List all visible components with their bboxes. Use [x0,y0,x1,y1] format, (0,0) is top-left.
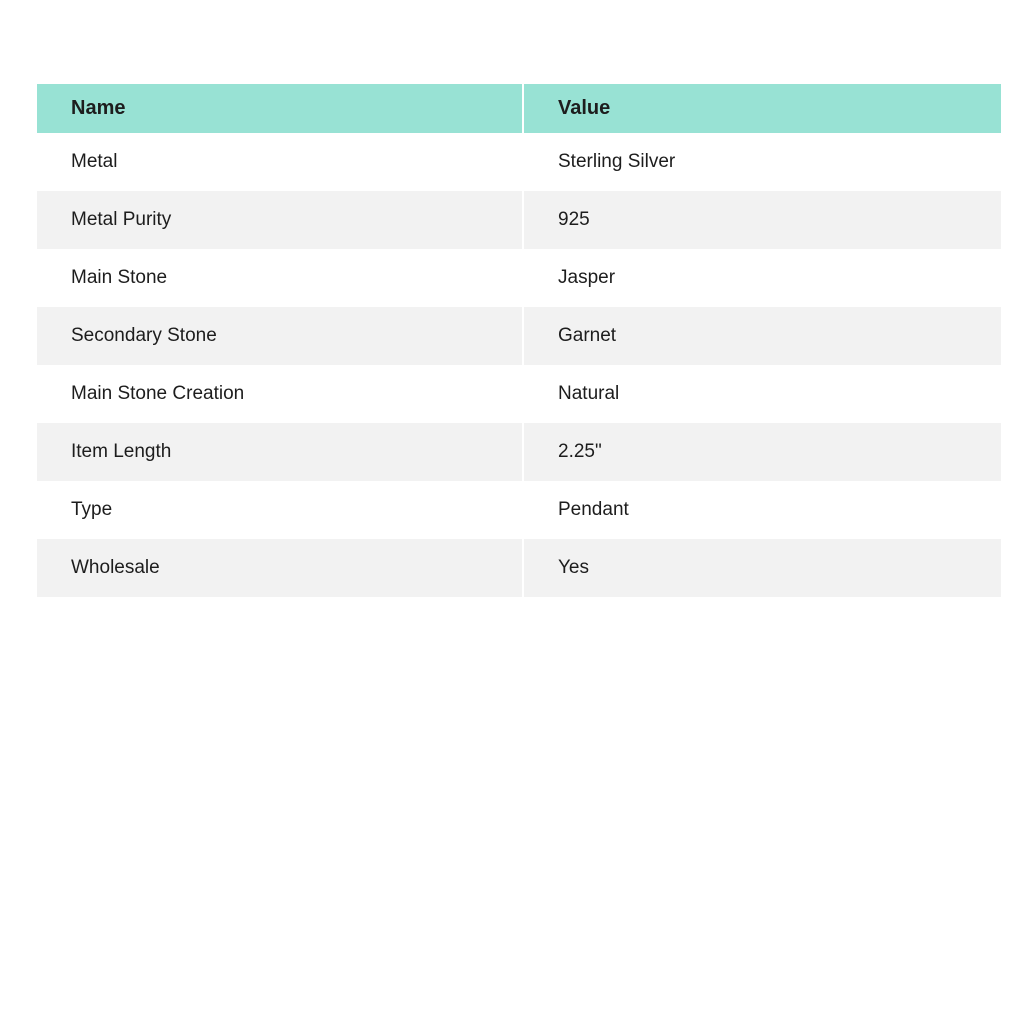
table-row [37,365,1001,423]
column-header-name: Name [37,84,523,133]
value-cell: Garnet [523,307,1001,365]
table-row [37,249,1001,307]
name-cell: Wholesale [37,539,523,597]
value-cell: Natural [523,365,1001,423]
spec-table [37,84,1001,597]
value-cell: Jasper [523,249,1001,307]
table-body [37,133,1001,597]
name-cell: Metal [71,151,118,172]
name-cell: Secondary Stone [37,307,523,365]
table-row [37,481,1001,539]
table-row [37,133,1001,191]
name-cell: Type [71,499,113,520]
value-cell: Yes [523,539,1001,597]
value-cell: Sterling Silver [523,133,1001,191]
table-row [37,539,1001,597]
value-cell: 2.25" [523,423,1001,481]
value-cell: 925 [523,191,1001,249]
table-row [37,191,1001,249]
name-cell: Metal Purity [37,191,523,249]
table-row [37,423,1001,481]
column-header-value: Value [523,84,1001,133]
name-cell: Item Length [37,423,523,481]
name-cell: Main Stone Creation [71,383,245,404]
table-header-row [37,84,1001,133]
table-row [37,307,1001,365]
name-cell: Main Stone [71,267,168,288]
value-cell: Pendant [523,481,1001,539]
